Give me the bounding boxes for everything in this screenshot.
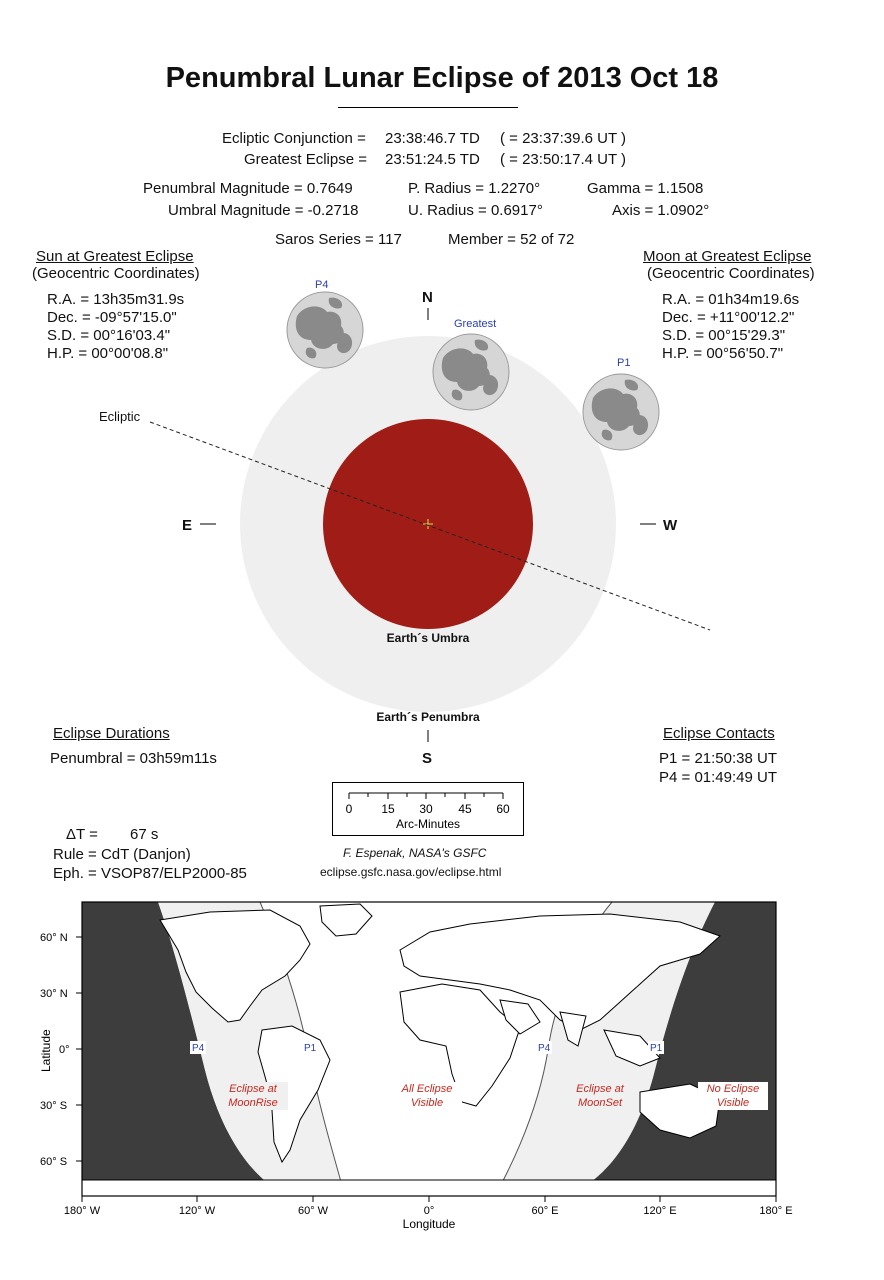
title-underline <box>338 107 518 108</box>
scale-tick-label: 15 <box>381 802 395 816</box>
sun-ra: R.A. = 13h35m31.9s <box>47 291 185 308</box>
durations-heading: Eclipse Durations <box>53 725 170 742</box>
visibility-map <box>0 880 884 1240</box>
greatest-label: Greatest Eclipse = <box>244 151 367 168</box>
credit-text: F. Espenak, NASA's GSFC <box>343 846 487 860</box>
u-radius: U. Radius = 0.6917° <box>408 202 543 219</box>
lon-tick-label: 120° E <box>643 1205 677 1217</box>
moon-subheading: (Geocentric Coordinates) <box>647 265 815 282</box>
sun-heading: Sun at Greatest Eclipse <box>36 248 194 265</box>
scale-tick-label: 60 <box>496 802 510 816</box>
saros-member: Member = 52 of 72 <box>448 231 575 248</box>
sun-sd: S.D. = 00°16'03.4" <box>47 327 171 344</box>
antarctica <box>82 1180 776 1196</box>
sun-hp: H.P. = 00°00'08.8" <box>47 345 169 362</box>
region-label-moonrise: Eclipse at MoonRise <box>218 1082 288 1110</box>
conjunction-label: Ecliptic Conjunction = <box>222 130 366 147</box>
latitude-ticks <box>76 937 82 1161</box>
lat-tick-label: 30° S <box>40 1100 68 1112</box>
gamma: Gamma = 1.1508 <box>587 180 704 197</box>
scale-tick-label: 30 <box>419 802 433 816</box>
moon-at-p1 <box>583 374 659 450</box>
greatest-ut: ( = 23:50:17.4 UT ) <box>500 151 627 168</box>
lon-tick-label: 0° <box>423 1205 435 1217</box>
penumbral-magnitude: Penumbral Magnitude = 0.7649 <box>143 180 353 197</box>
longitude-ticks <box>82 1196 776 1202</box>
y-axis-label: Latitude <box>39 1029 53 1072</box>
penumbra-label: Earth´s Penumbra <box>376 710 480 724</box>
scale-tick-label: 45 <box>458 802 472 816</box>
page-title: Penumbral Lunar Eclipse of 2013 Oct 18 <box>165 62 719 94</box>
moon-ra: R.A. = 01h34m19.6s <box>662 291 800 308</box>
lon-tick-label: 60° W <box>297 1205 329 1217</box>
sun-dec: Dec. = -09°57'15.0" <box>47 309 177 326</box>
conjunction-ut: ( = 23:37:39.6 UT ) <box>500 130 627 147</box>
region-label-all-visible: All Eclipse Visible <box>392 1082 462 1110</box>
conjunction-td: 23:38:46.7 TD <box>385 130 480 147</box>
p4-moon-label: P4 <box>315 280 329 291</box>
p-radius: P. Radius = 1.2270° <box>408 180 541 197</box>
moon-sd: S.D. = 00°15'29.3" <box>662 327 786 344</box>
saros-series: Saros Series = 117 <box>275 231 402 248</box>
moon-heading: Moon at Greatest Eclipse <box>643 248 812 265</box>
curve-label-p1-east: P1 <box>650 1043 663 1054</box>
penumbral-duration: Penumbral = 03h59m11s <box>50 750 217 767</box>
lon-tick-label: 180° E <box>759 1205 793 1217</box>
greatest-moon-label: Greatest <box>454 318 497 330</box>
lat-tick-label: 60° N <box>40 932 68 944</box>
lat-tick-label: 60° S <box>40 1156 68 1168</box>
north-label: N <box>422 289 433 306</box>
arc-minute-scale <box>332 782 524 836</box>
east-label: E <box>182 517 193 534</box>
lon-tick-label: 120° W <box>178 1205 216 1217</box>
contact-p1: P1 = 21:50:38 UT <box>659 750 777 767</box>
delta-t-value: 67 s <box>130 826 159 843</box>
west-label: W <box>663 517 678 534</box>
contact-p4: P4 = 01:49:49 UT <box>659 769 777 786</box>
region-label-moonset: Eclipse at MoonSet <box>565 1082 635 1110</box>
lon-tick-label: 180° W <box>63 1205 101 1217</box>
moon-at-p4 <box>287 292 363 368</box>
umbral-magnitude: Umbral Magnitude = -0.2718 <box>168 202 359 219</box>
p1-moon-label: P1 <box>617 357 631 369</box>
moon-at-greatest <box>433 334 509 410</box>
region-label-no-eclipse: No Eclipse Visible <box>698 1082 768 1110</box>
sun-subheading: (Geocentric Coordinates) <box>32 265 200 282</box>
greatest-td: 23:51:24.5 TD <box>385 151 480 168</box>
delta-t-label: ΔT = <box>66 826 98 843</box>
ecliptic-label: Ecliptic <box>99 409 141 424</box>
contacts-heading: Eclipse Contacts <box>663 725 775 742</box>
eclipse-geometry-diagram <box>0 280 884 780</box>
curve-label-p4-west: P4 <box>192 1043 205 1054</box>
x-axis-label: Longitude <box>402 1217 456 1231</box>
lon-tick-label: 60° E <box>531 1205 559 1217</box>
south-label: S <box>422 750 433 767</box>
scale-unit-label: Arc-Minutes <box>395 817 461 831</box>
curve-label-p1-west: P1 <box>304 1043 317 1054</box>
lat-tick-label: 0° <box>59 1044 70 1056</box>
axis: Axis = 1.0902° <box>612 202 710 219</box>
umbra-label: Earth´s Umbra <box>386 631 470 645</box>
credit-url: eclipse.gsfc.nasa.gov/eclipse.html <box>320 865 502 879</box>
ephemeris-text: Eph. = VSOP87/ELP2000-85 <box>53 865 247 882</box>
moon-hp: H.P. = 00°56'50.7" <box>662 345 784 362</box>
rule-text: Rule = CdT (Danjon) <box>53 846 191 863</box>
moon-dec: Dec. = +11°00'12.2" <box>662 309 795 326</box>
scale-tick-label: 0 <box>345 802 353 816</box>
curve-label-p4-east: P4 <box>538 1043 551 1054</box>
lat-tick-label: 30° N <box>40 988 68 1000</box>
